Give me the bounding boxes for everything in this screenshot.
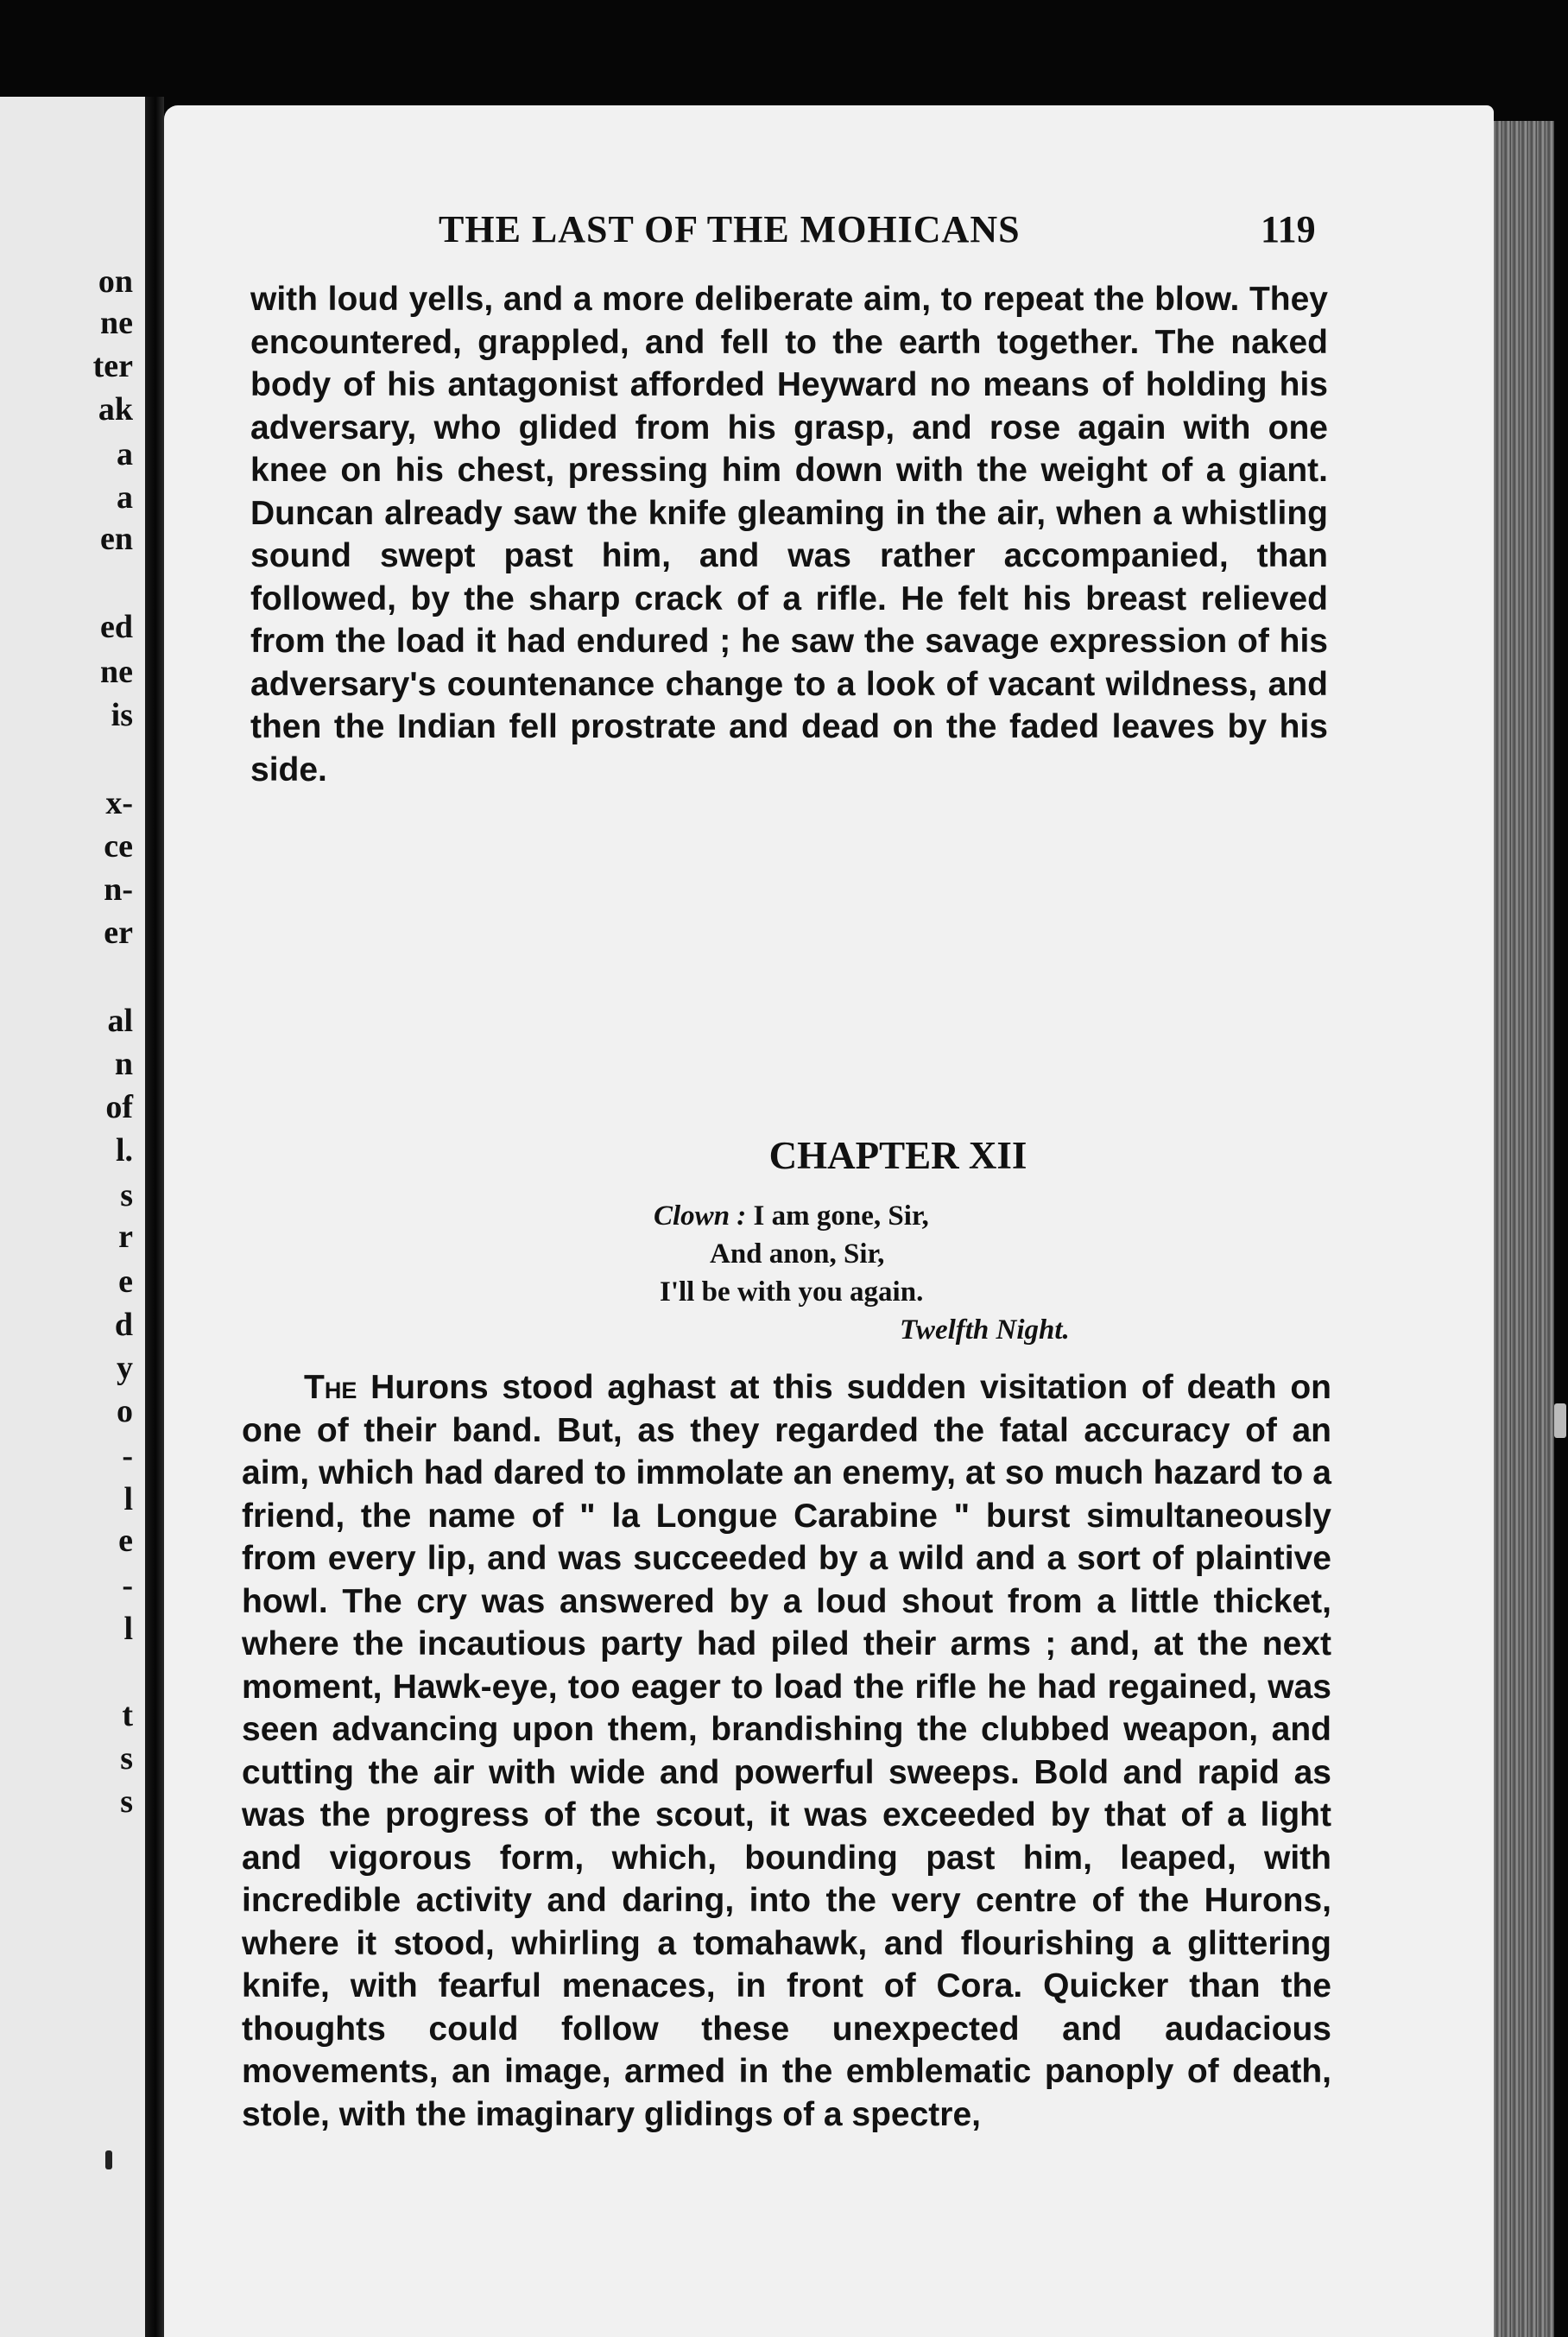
epigraph-line-1 xyxy=(654,1202,929,1231)
previous-page-fragment: of xyxy=(105,1089,133,1125)
scan-speck xyxy=(105,2150,112,2169)
continuation-paragraph: with loud yells, and a more deliberate aim, to repeat the blow. They encountered, grappled, and fell to the earth together. The naked body of his antagonist afforded Heyward no means of holding his adversary, who glided from his grasp, and rose again with one knee on his chest, pressing him down with the weight of a giant. Duncan already saw the knife gleaming in the air, when a whistling sound swept past him, and was rather accompanied, than followed, by the sharp crack of a rifle. He felt his breast relieved from the load it had endured ; he saw the savage expression of his adversary's countenance change to a look of vacant wildness, and then the Indian fell prostrate and dead on the faded leaves by his side. xyxy=(250,281,1328,788)
previous-page-fragment: x- xyxy=(105,785,133,821)
previous-page-fragment: y xyxy=(117,1350,133,1386)
previous-page-fragment: l. xyxy=(115,1132,133,1168)
previous-page-fragment: ter xyxy=(92,348,133,384)
previous-page-fragment: l xyxy=(123,1611,133,1647)
previous-page-fragment: o xyxy=(117,1393,133,1429)
previous-page-fragment: ce xyxy=(104,828,133,864)
previous-page-fragment: s xyxy=(120,1740,133,1776)
previous-page-fragment: r xyxy=(118,1219,133,1255)
chapter-body xyxy=(242,1366,1331,2136)
chapter-title: CHAPTER XII xyxy=(768,1134,1027,1177)
chapter-opening-word: The xyxy=(304,1369,357,1406)
book-gutter xyxy=(145,97,164,2337)
previous-page-fragment: is xyxy=(111,697,133,733)
chapter-opening-paragraph-text: Hurons stood aghast at this sudden visitation of death on one of their band. But, as they regarded the fatal accuracy of an aim, which had dared to immolate an enemy, at so much hazard to a friend, the name of " la Longue Carabine " burst simultaneously from every lip, and was succeeded by a wild and a sort of plaintive howl. The cry was answered by a loud shout from a little thicket, where the incautious party had piled their arms ; and, at the next moment, Hawk-eye, too eager to load the rifle he had regained, was seen advancing upon them, brandishing the clubbed weapon, and cutting the air with wide and powerful sweeps. Bold and rapid as was the progress of the scout, it was exceeded by that of a light and vigorous form, which, bounding past him, leaped, with incredible activity and daring, into the very centre of the Hurons, where it stood, whirling a tomahawk, and flourishing a glittering knife, with fearful menaces, in front of Cora. Quicker than the thoughts could follow these unexpected and audacious movements, an image, armed in the emblematic panoply of death, stole, with the imaginary glidings of a spectre, xyxy=(242,1369,1331,2133)
epigraph-line-2: And anon, Sir, xyxy=(710,1238,885,1270)
previous-page-fragment: e xyxy=(118,1264,133,1300)
previous-page-fragment: s xyxy=(120,1177,133,1213)
previous-page-fragment: - xyxy=(122,1568,133,1604)
previous-page-fragment: ne xyxy=(100,654,133,690)
previous-page-edge xyxy=(0,97,145,2337)
book-page xyxy=(164,105,1494,2337)
epigraph-speaker: Clown : xyxy=(654,1200,747,1232)
previous-page-fragment: a xyxy=(117,479,133,516)
previous-page-fragment: ne xyxy=(100,305,133,341)
previous-page-fragment: l xyxy=(123,1481,133,1517)
previous-page-fragment: er xyxy=(104,915,133,951)
scan-speck xyxy=(1554,1403,1566,1438)
running-title: THE LAST OF THE MOHICANS xyxy=(439,208,1021,250)
running-header xyxy=(164,207,1494,259)
previous-page-fragment: ak xyxy=(98,391,133,428)
previous-page-fragment: - xyxy=(122,1438,133,1474)
page-number: 119 xyxy=(1261,208,1316,250)
previous-page-fragment: s xyxy=(120,1783,133,1820)
epigraph-line-1-text: I am gone, Sir, xyxy=(753,1200,929,1232)
previous-page-fragment: n xyxy=(114,1046,133,1082)
chapter-opening-paragraph xyxy=(242,1366,1331,2136)
previous-page-fragment: on xyxy=(98,263,133,300)
previous-page-fragment: a xyxy=(117,436,133,472)
previous-page-fragment: d xyxy=(114,1307,133,1343)
previous-page-fragment: t xyxy=(122,1697,133,1733)
page-block-edge xyxy=(1494,121,1554,2337)
epigraph-source: Twelfth Night. xyxy=(900,1314,1070,1346)
continuation-text xyxy=(250,278,1328,791)
previous-page-fragment: e xyxy=(118,1523,133,1559)
previous-page-fragment: al xyxy=(107,1003,133,1039)
previous-page-fragment: en xyxy=(100,521,133,557)
previous-page-fragment: ed xyxy=(100,609,133,645)
epigraph-line-3: I'll be with you again. xyxy=(660,1276,924,1308)
previous-page-fragment: n- xyxy=(104,871,133,908)
